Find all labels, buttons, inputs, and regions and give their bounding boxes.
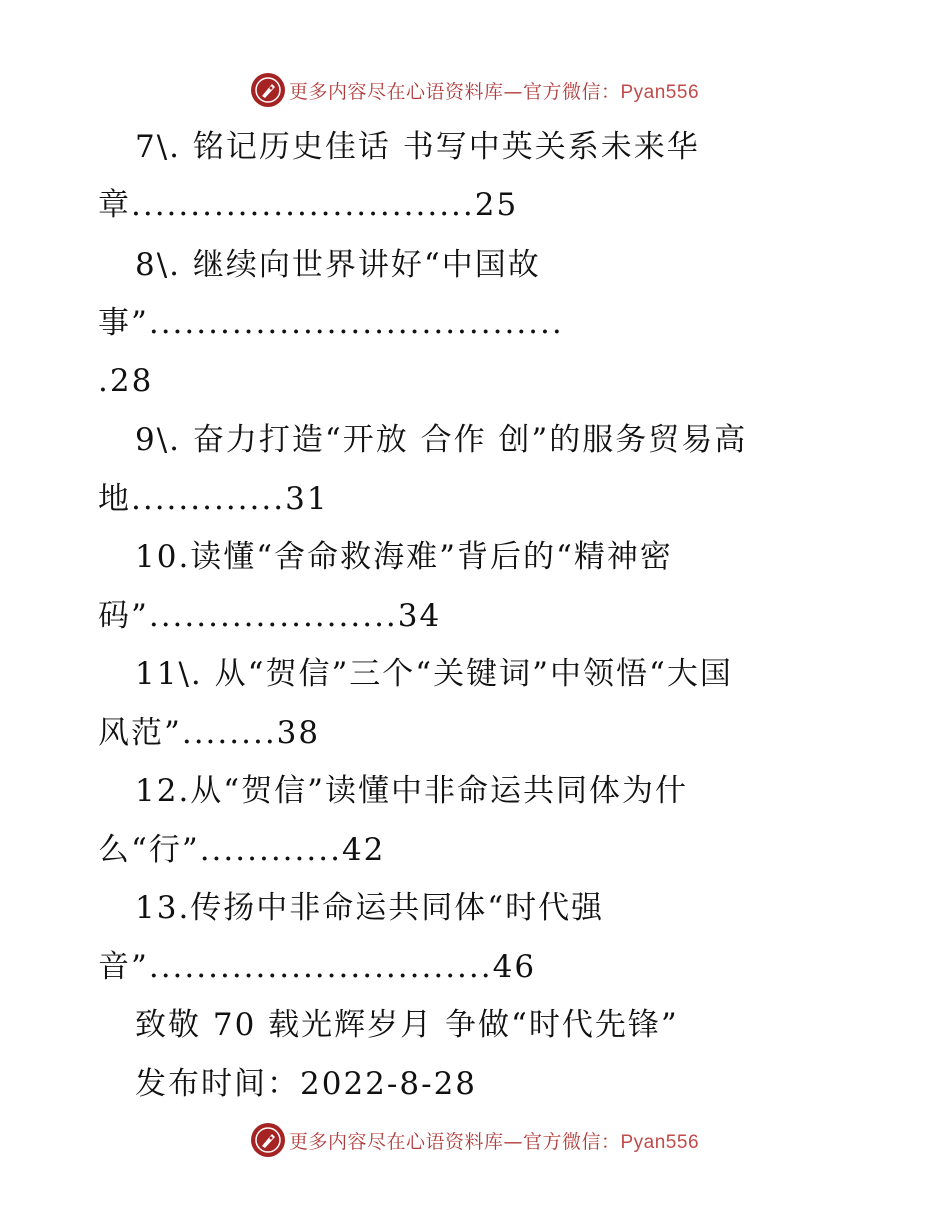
toc-line-10-page: 码”.....................34 xyxy=(98,598,442,634)
toc-line-7-page: 章.............................25 xyxy=(98,187,519,223)
banner-handle: Pyan556 xyxy=(620,81,700,103)
banner-slogan: 更多内容尽在心语资料库 xyxy=(288,80,504,103)
toc-line-12-page: 么“行”............42 xyxy=(98,832,386,868)
toc-line-10-title: 10.读懂“舍命救海难”背后的“精神密 xyxy=(135,539,673,575)
banner-text xyxy=(289,77,699,104)
toc-line-12-title: 12.从“贺信”读懂中非命运共同体为什 xyxy=(135,773,688,809)
banner-separator: — xyxy=(503,80,523,103)
banner-slogan: 更多内容尽在心语资料库 xyxy=(288,1130,504,1153)
toc-line-13-title: 13.传扬中非命运共同体“时代强 xyxy=(135,890,605,926)
banner-label: 官方微信： xyxy=(522,80,621,103)
toc-line-8-page: .28 xyxy=(98,363,154,399)
footer-banner xyxy=(0,1120,950,1160)
article-title: 致敬 70 载光辉岁月 争做“时代先锋” xyxy=(135,1007,679,1043)
pen-nib-logo-icon xyxy=(251,73,285,107)
toc-line-8-dots: 事”................................... xyxy=(98,305,564,341)
toc-line-7-title: 7\. 铭记历史佳话 书写中英关系未来华 xyxy=(135,129,700,165)
toc-line-13-page: 音”.............................46 xyxy=(98,949,537,985)
pen-nib-logo-icon xyxy=(251,1123,285,1157)
header-banner xyxy=(0,70,950,110)
toc-line-9-page: 地.............31 xyxy=(98,481,329,517)
banner-handle: Pyan556 xyxy=(620,1131,700,1153)
publish-date: 发布时间：2022-8-28 xyxy=(135,1066,478,1102)
banner-label: 官方微信： xyxy=(522,1130,621,1153)
toc-line-11-title: 11\. 从“贺信”三个“关键词”中领悟“大国 xyxy=(135,656,733,692)
toc-line-11-page: 风范”........38 xyxy=(98,715,321,751)
banner-text xyxy=(289,1127,699,1154)
banner-separator: — xyxy=(503,1130,523,1153)
toc-line-8-title: 8\. 继续向世界讲好“中国故 xyxy=(135,247,541,283)
toc-line-9-title: 9\. 奋力打造“开放 合作 创”的服务贸易高 xyxy=(135,422,748,458)
